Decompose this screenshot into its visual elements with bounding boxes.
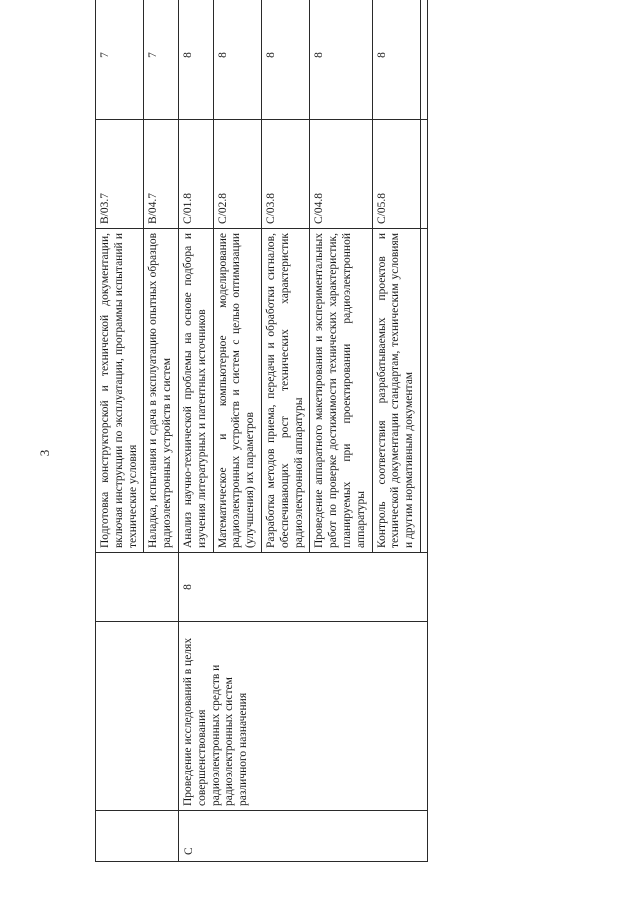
function-name-cell: Разработка методов приема, передачи и обработки сигналов, обеспечивающих рост технических характеристик радиоэлектронной аппаратуры (261, 229, 309, 553)
function-level-cell: 8 (372, 0, 420, 120)
function-code-cell: С/01.8 (178, 120, 213, 229)
function-level-cell: 8 (261, 0, 309, 120)
spacer-cell (420, 229, 427, 553)
function-name-cell: Контроль соответствия разрабатываемых проектов и технической документации стандартам, техническим условиям и другим нормативным документам (372, 229, 420, 553)
rotated-table-container (95, 47, 416, 862)
function-code-cell: В/03.7 (96, 120, 144, 229)
function-name-cell: Проведение аппаратного макетирования и экспериментальных работ по проверке достижимости технических характеристик, планируемых при проектировании радиоэлектронной аппаратуры (310, 229, 372, 553)
spacer-cell (420, 0, 427, 120)
function-level-cell: 8 (178, 0, 213, 120)
function-name-cell: Наладка, испытания и сдача в эксплуатацию опытных образцов радиоэлектронных устройств и систем (144, 229, 179, 553)
table-row (178, 0, 213, 862)
group-level-cell-empty (96, 553, 179, 622)
group-level-cell: 8 (178, 553, 427, 622)
group-code-cell: С (178, 811, 427, 862)
function-code-cell: С/03.8 (261, 120, 309, 229)
group-code-cell-empty (96, 811, 179, 862)
table-row (96, 0, 144, 862)
function-level-cell: 8 (213, 0, 261, 120)
function-code-cell: В/04.7 (144, 120, 179, 229)
function-name-cell: Подготовка конструкторской и технической документации, включая инструкции по эксплуатации, программы испытаний и технические условия (96, 229, 144, 553)
labor-functions-table (95, 0, 428, 862)
function-level-cell: 8 (310, 0, 372, 120)
function-name-cell: Анализ научно-технической проблемы на основе подбора и изучения литературных и патентных источников (178, 229, 213, 553)
function-level-cell: 7 (96, 0, 144, 120)
group-name-cell: Проведение исследований в целях совершенствования радиоэлектронных средств и радиоэлектронных систем различного назначения (178, 622, 427, 811)
group-name-cell-empty (96, 622, 179, 811)
function-code-cell: С/05.8 (372, 120, 420, 229)
function-name-cell: Математическое и компьютерное моделирование радиоэлектронных устройств и систем с целью оптимизации (улучшения) их параметров (213, 229, 261, 553)
spacer-cell (420, 120, 427, 229)
function-code-cell: С/02.8 (213, 120, 261, 229)
function-level-cell: 7 (144, 0, 179, 120)
function-code-cell: С/04.8 (310, 120, 372, 229)
page-number: 3 (37, 449, 52, 457)
